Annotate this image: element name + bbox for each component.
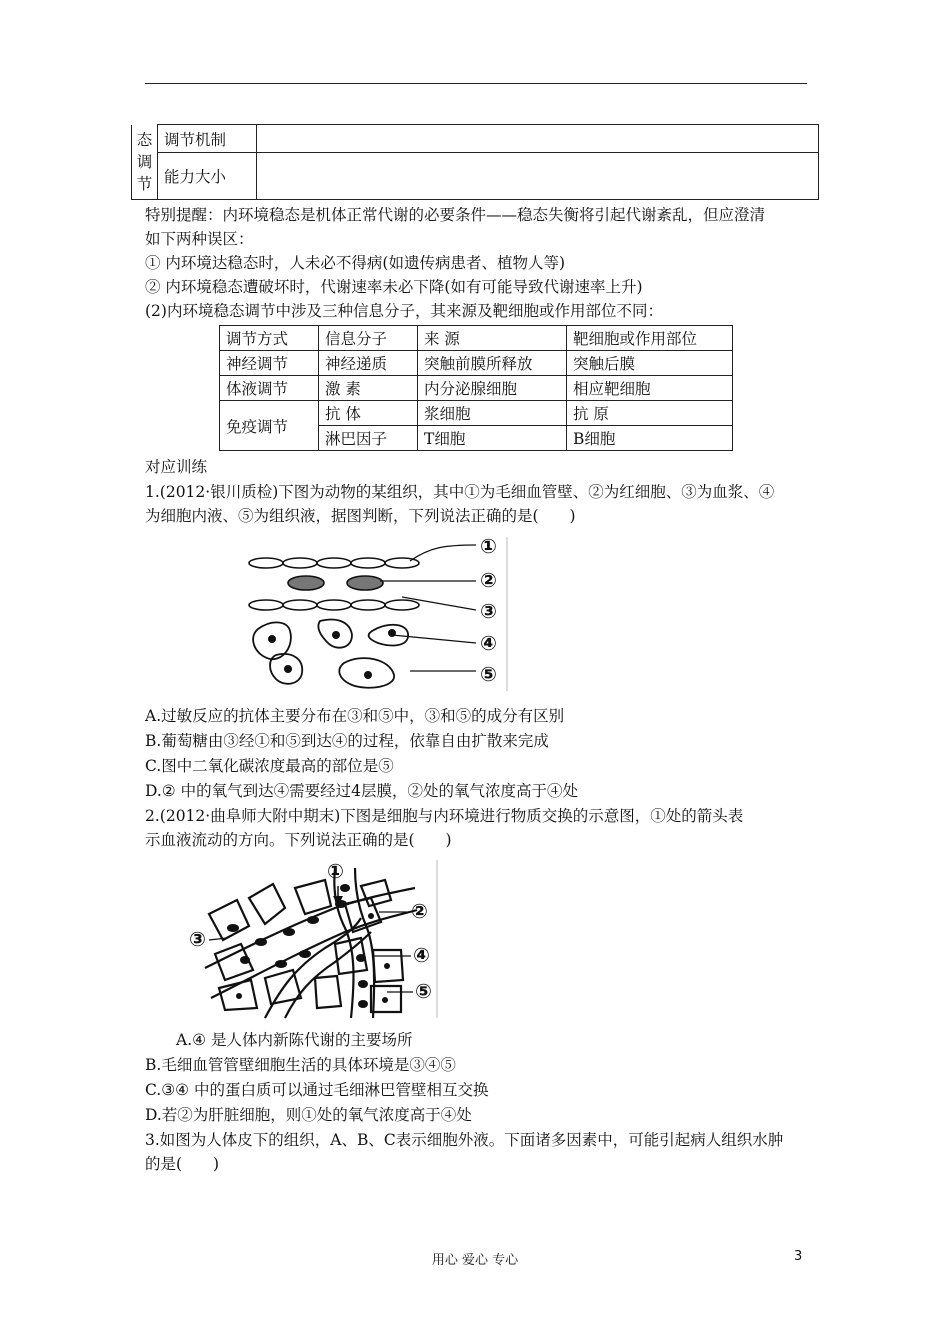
question-stem: 2.(2012·曲阜师大附中期末)下图是细胞与内环境进行物质交换的示意图，①处的箭头表 bbox=[145, 807, 744, 825]
question-stem: 示血液流动的方向。下列说法正确的是( ) bbox=[145, 831, 452, 849]
question-stem: 的是( ) bbox=[145, 1155, 220, 1173]
table-header: 靶细胞或作用部位 bbox=[567, 326, 733, 351]
table-cell: 内分泌腺细胞 bbox=[418, 376, 567, 401]
section-title: 对应训练 bbox=[145, 458, 208, 476]
option-b: B.葡萄糖由③经①和⑤到达④的过程，依靠自由扩散来完成 bbox=[145, 732, 549, 750]
table-cell: T细胞 bbox=[418, 426, 567, 451]
table-header: 调节方式 bbox=[220, 326, 319, 351]
option-a: A.④ 是人体内新陈代谢的主要场所 bbox=[176, 1031, 413, 1049]
table-cell: 淋巴因子 bbox=[319, 426, 418, 451]
table-cell: 神经调节 bbox=[220, 351, 319, 376]
question-stem: 为细胞内液、⑤为组织液，据图判断，下列说法正确的是( ) bbox=[145, 507, 576, 525]
option-c: C.图中二氧化碳浓度最高的部位是⑤ bbox=[145, 757, 394, 775]
note-line: 如下两种误区： bbox=[145, 230, 254, 248]
table-header: 来 源 bbox=[418, 326, 567, 351]
header-rule bbox=[145, 83, 807, 84]
page-footer: 用心 爱心 专心 bbox=[431, 1253, 519, 1268]
table-cell: B细胞 bbox=[567, 426, 733, 451]
tissue-diagram-1 bbox=[240, 535, 510, 693]
label-2: ② bbox=[480, 568, 497, 592]
label-4: ④ bbox=[480, 631, 497, 655]
table-header: 信息分子 bbox=[319, 326, 418, 351]
signal-molecule-table bbox=[219, 325, 733, 451]
question-stem: 1.(2012·银川质检)下图为动物的某组织，其中①为毛细血管壁、②为红细胞、③为血浆、④ bbox=[145, 483, 775, 501]
option-a: A.过敏反应的抗体主要分布在③和⑤中，③和⑤的成分有区别 bbox=[145, 707, 565, 725]
option-d: D.若②为肝脏细胞，则①处的氧气浓度高于④处 bbox=[145, 1106, 472, 1124]
note-line: (2)内环境稳态调节中涉及三种信息分子，其来源及靶细胞或作用部位不同： bbox=[145, 302, 663, 320]
label-4: ④ bbox=[413, 943, 430, 967]
tissue-diagram-2 bbox=[185, 858, 440, 1020]
option-c: C.③④ 中的蛋白质可以通过毛细淋巴管壁相互交换 bbox=[145, 1081, 489, 1099]
page-number: 3 bbox=[794, 1249, 803, 1264]
note-line: ② 内环境稳态遭破坏时，代谢速率未必下降(如有可能导致代谢速率上升) bbox=[145, 278, 643, 296]
question-stem: 3.如图为人体皮下的组织，A、B、C表示细胞外液。下面诸多因素中，可能引起病人组织水肿 bbox=[145, 1131, 784, 1149]
label-1: ① bbox=[480, 535, 497, 558]
table-cell: 突触后膜 bbox=[567, 351, 733, 376]
note-line: ① 内环境达稳态时，人未必不得病(如遗传病患者、植物人等) bbox=[145, 254, 566, 272]
note-line: 特别提醒：内环境稳态是机体正常代谢的必要条件——稳态失衡将引起代谢紊乱，但应澄清 bbox=[145, 206, 766, 224]
option-d: D.② 中的氧气到达④需要经过4层膜，②处的氧气浓度高于④处 bbox=[145, 782, 578, 800]
label-3: ③ bbox=[189, 927, 206, 951]
table-cell: 突触前膜所释放 bbox=[418, 351, 567, 376]
option-b: B.毛细血管管壁细胞生活的具体环境是③④⑤ bbox=[145, 1056, 456, 1074]
row-value bbox=[257, 125, 819, 153]
side-label: 态 调 节 bbox=[132, 125, 158, 200]
label-2: ② bbox=[411, 899, 428, 923]
table-cell: 浆细胞 bbox=[418, 401, 567, 426]
row-value bbox=[257, 153, 819, 200]
table-cell: 体液调节 bbox=[220, 376, 319, 401]
label-5: ⑤ bbox=[415, 979, 432, 1003]
label-5: ⑤ bbox=[480, 662, 497, 686]
row-label: 能力大小 bbox=[158, 153, 257, 200]
table-cell: 免疫调节 bbox=[220, 401, 319, 451]
row-label: 调节机制 bbox=[158, 125, 257, 153]
table-cell: 相应靶细胞 bbox=[567, 376, 733, 401]
table-cell: 激 素 bbox=[319, 376, 418, 401]
table-cell: 抗 体 bbox=[319, 401, 418, 426]
table-cell: 神经递质 bbox=[319, 351, 418, 376]
regulation-table bbox=[131, 124, 819, 200]
label-1: ① bbox=[327, 859, 344, 883]
label-3: ③ bbox=[480, 599, 497, 623]
table-cell: 抗 原 bbox=[567, 401, 733, 426]
